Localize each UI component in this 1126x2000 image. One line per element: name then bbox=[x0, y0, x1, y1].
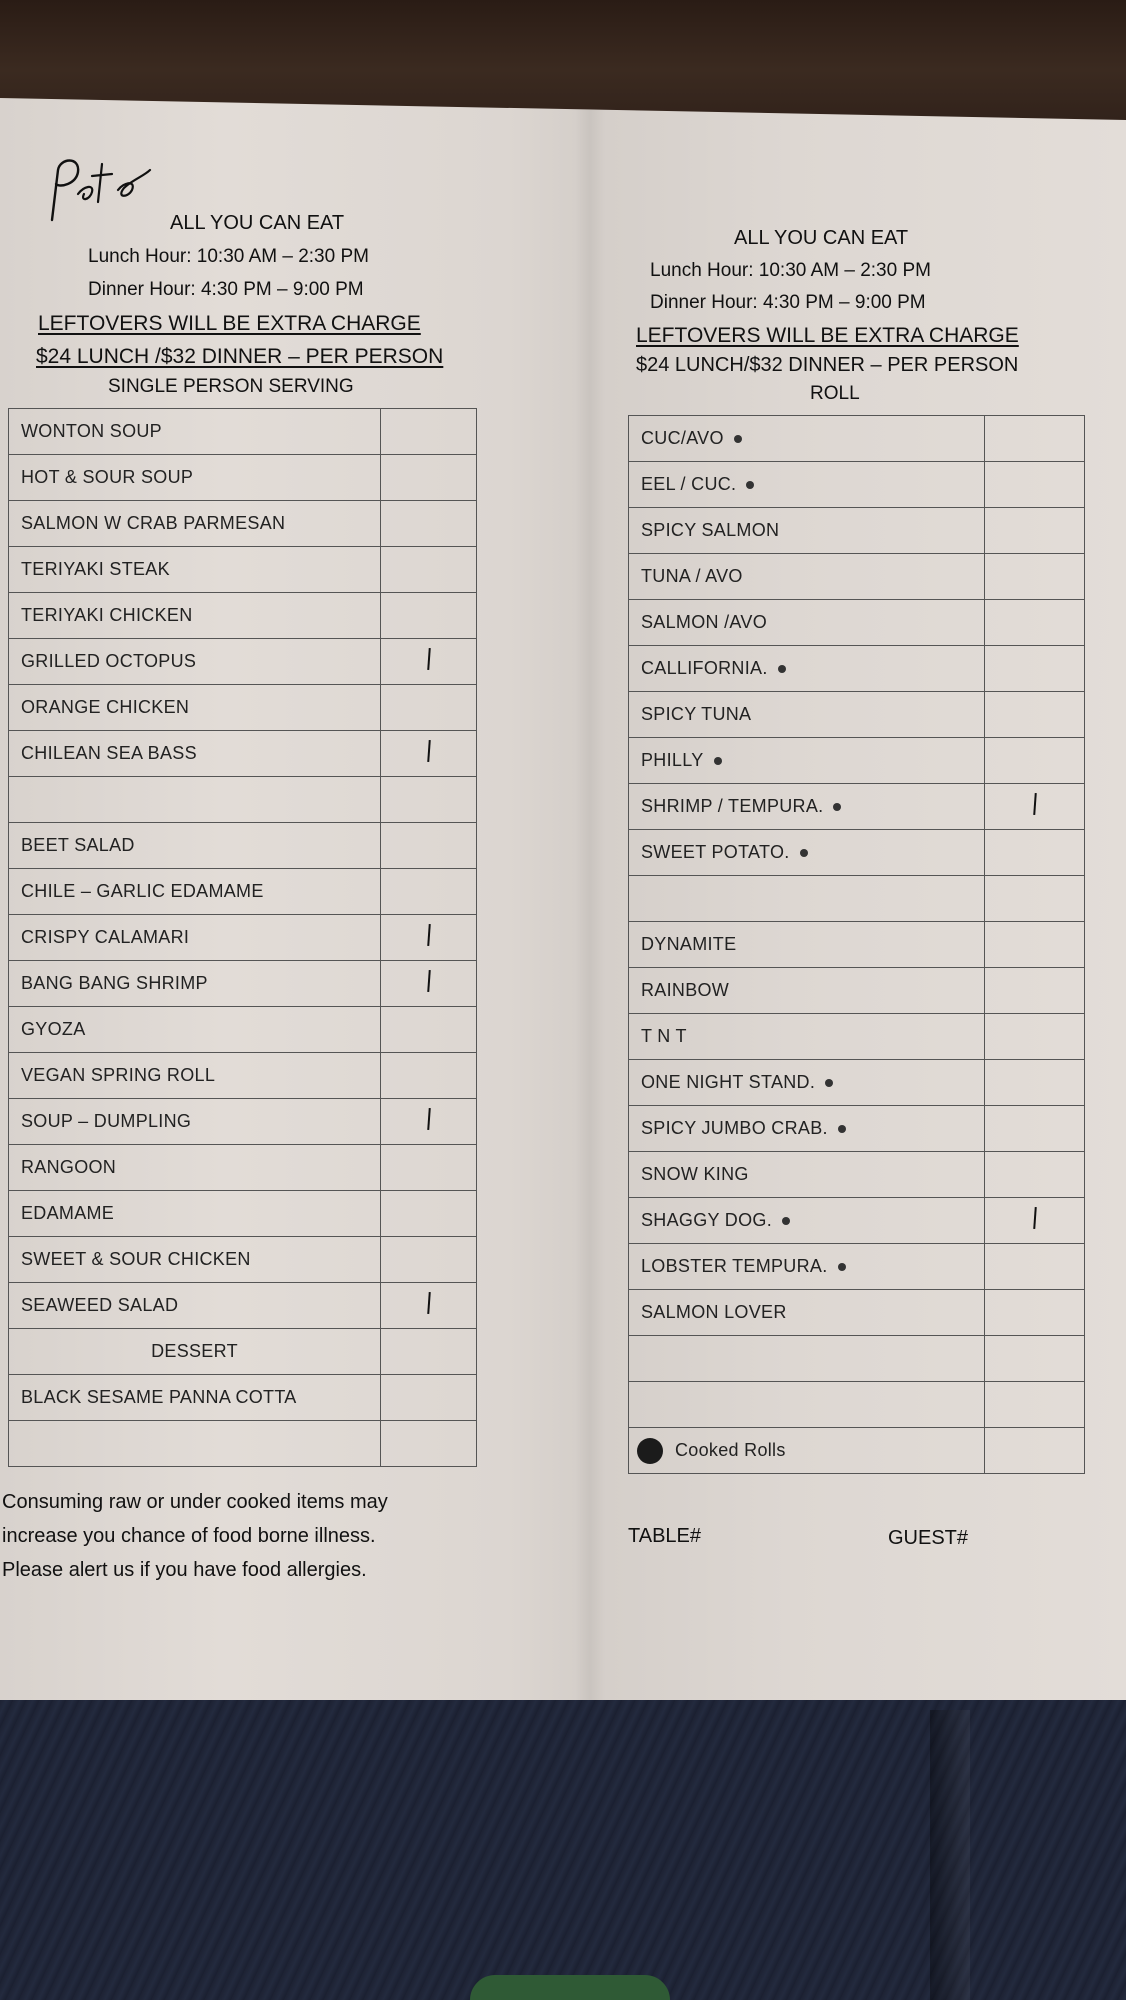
menu-row bbox=[9, 501, 477, 547]
menu-item-label: GYOZA bbox=[21, 1019, 86, 1039]
order-count-cell[interactable] bbox=[381, 1191, 477, 1237]
tally-mark bbox=[1033, 1207, 1037, 1229]
order-count-cell[interactable] bbox=[985, 876, 1085, 922]
order-count-cell[interactable] bbox=[381, 1283, 477, 1329]
item-name-cell bbox=[629, 646, 985, 692]
order-count-cell[interactable] bbox=[985, 922, 1085, 968]
menu-item-label: VEGAN SPRING ROLL bbox=[21, 1065, 216, 1085]
item-name-cell bbox=[9, 1329, 381, 1375]
green-object bbox=[470, 1975, 670, 2000]
menu-row bbox=[9, 1099, 477, 1145]
menu-row bbox=[9, 1283, 477, 1329]
order-count-cell[interactable] bbox=[985, 600, 1085, 646]
item-name-cell bbox=[629, 1198, 985, 1244]
item-name-cell bbox=[9, 1099, 381, 1145]
item-name-cell bbox=[9, 685, 381, 731]
menu-item-label: CHILE – GARLIC EDAMAME bbox=[21, 881, 264, 901]
menu-item-label: SOUP – DUMPLING bbox=[21, 1111, 192, 1131]
menu-item-label: SWEET & SOUR CHICKEN bbox=[21, 1249, 251, 1269]
order-count-cell[interactable] bbox=[985, 830, 1085, 876]
left-leftovers-notice: LEFTOVERS WILL BE EXTRA CHARGE bbox=[38, 312, 421, 335]
item-name-cell bbox=[9, 409, 381, 455]
cooked-dot-icon bbox=[782, 1217, 790, 1225]
menu-row bbox=[9, 1421, 477, 1467]
menu-row bbox=[9, 409, 477, 455]
handwritten-signature bbox=[40, 150, 170, 230]
item-name-cell bbox=[629, 600, 985, 646]
order-count-cell[interactable] bbox=[381, 639, 477, 685]
order-count-cell[interactable] bbox=[381, 685, 477, 731]
menu-row bbox=[629, 784, 1085, 830]
right-price: $24 LUNCH/$32 DINNER – PER PERSON bbox=[636, 354, 1019, 376]
menu-item-label: BANG BANG SHRIMP bbox=[21, 973, 208, 993]
menu-row bbox=[629, 1290, 1085, 1336]
paper-fold bbox=[575, 110, 605, 1710]
right-dinner-hours: Dinner Hour: 4:30 PM – 9:00 PM bbox=[650, 292, 926, 313]
menu-item-label: CALLIFORNIA. bbox=[641, 658, 768, 678]
menu-item-label: WONTON SOUP bbox=[21, 421, 162, 441]
item-name-cell bbox=[629, 508, 985, 554]
left-title: ALL YOU CAN EAT bbox=[170, 212, 345, 234]
item-name-cell bbox=[9, 639, 381, 685]
order-count-cell[interactable] bbox=[985, 1290, 1085, 1336]
table-number-label: TABLE# bbox=[628, 1525, 701, 1547]
menu-row bbox=[629, 508, 1085, 554]
order-count-cell[interactable] bbox=[381, 1375, 477, 1421]
menu-row bbox=[9, 1053, 477, 1099]
item-name-cell bbox=[629, 1014, 985, 1060]
menu-row bbox=[629, 1152, 1085, 1198]
menu-row bbox=[629, 1244, 1085, 1290]
tally-mark bbox=[427, 1108, 431, 1130]
item-name-cell bbox=[629, 830, 985, 876]
cooked-dot-icon bbox=[800, 849, 808, 857]
order-count-cell[interactable] bbox=[985, 1382, 1085, 1428]
item-name-cell bbox=[9, 455, 381, 501]
order-count-cell[interactable] bbox=[381, 1237, 477, 1283]
order-count-cell[interactable] bbox=[381, 869, 477, 915]
order-count-cell[interactable] bbox=[985, 692, 1085, 738]
order-count-cell[interactable] bbox=[381, 731, 477, 777]
item-name-cell bbox=[9, 1191, 381, 1237]
legend-label: Cooked Rolls bbox=[675, 1439, 786, 1460]
item-name-cell bbox=[9, 869, 381, 915]
order-count-cell[interactable] bbox=[985, 646, 1085, 692]
item-name-cell bbox=[9, 1283, 381, 1329]
menu-item-label: SHRIMP / TEMPURA. bbox=[641, 796, 824, 816]
item-name-cell bbox=[9, 823, 381, 869]
tally-mark bbox=[427, 648, 431, 670]
menu-item-label: CUC/AVO bbox=[641, 428, 724, 448]
menu-item-label: SPICY TUNA bbox=[641, 704, 752, 724]
item-name-cell bbox=[9, 501, 381, 547]
menu-item-label: TERIYAKI CHICKEN bbox=[21, 605, 193, 625]
menu-item-label: SWEET POTATO. bbox=[641, 842, 790, 862]
order-count-cell[interactable] bbox=[381, 1053, 477, 1099]
tally-mark bbox=[427, 740, 431, 762]
item-name-cell bbox=[629, 1152, 985, 1198]
left-dinner-hours: Dinner Hour: 4:30 PM – 9:00 PM bbox=[88, 279, 364, 300]
menu-row bbox=[9, 455, 477, 501]
menu-row bbox=[9, 1145, 477, 1191]
order-count-cell[interactable] bbox=[985, 1060, 1085, 1106]
menu-row bbox=[629, 1106, 1085, 1152]
menu-item-label: PHILLY bbox=[641, 750, 704, 770]
menu-row bbox=[9, 961, 477, 1007]
menu-item-label: HOT & SOUR SOUP bbox=[21, 467, 194, 487]
left-section-title: SINGLE PERSON SERVING bbox=[108, 376, 354, 397]
cooked-roll-dot-icon bbox=[637, 1438, 663, 1464]
tally-mark bbox=[427, 1292, 431, 1314]
menu-item-label: LOBSTER TEMPURA. bbox=[641, 1256, 828, 1276]
menu-row bbox=[629, 968, 1085, 1014]
menu-row bbox=[629, 738, 1085, 784]
menu-row bbox=[9, 731, 477, 777]
order-count-cell[interactable] bbox=[381, 777, 477, 823]
footnote-line: Please alert us if you have food allergies. bbox=[2, 1559, 367, 1581]
menu-row bbox=[629, 1060, 1085, 1106]
cooked-dot-icon bbox=[778, 665, 786, 673]
food-safety-notice bbox=[2, 1485, 388, 1587]
menu-item-label: ORANGE CHICKEN bbox=[21, 697, 190, 717]
menu-row bbox=[629, 416, 1085, 462]
menu-item-label: ONE NIGHT STAND. bbox=[641, 1072, 816, 1092]
single-serving-table bbox=[8, 408, 477, 1467]
item-name-cell bbox=[9, 915, 381, 961]
item-name-cell bbox=[9, 1375, 381, 1421]
menu-item-label: BLACK SESAME PANNA COTTA bbox=[21, 1387, 297, 1407]
menu-item-label: SPICY SALMON bbox=[641, 520, 780, 540]
menu-row bbox=[629, 1336, 1085, 1382]
cooked-dot-icon bbox=[734, 435, 742, 443]
tally-mark bbox=[1033, 793, 1037, 815]
order-count-cell[interactable] bbox=[985, 462, 1085, 508]
left-lunch-hours: Lunch Hour: 10:30 AM – 2:30 PM bbox=[88, 246, 369, 267]
item-name-cell bbox=[9, 1237, 381, 1283]
order-count-cell[interactable] bbox=[381, 823, 477, 869]
item-name-cell bbox=[629, 876, 985, 922]
menu-row bbox=[9, 685, 477, 731]
cooked-dot-icon bbox=[838, 1125, 846, 1133]
menu-item-label: GRILLED OCTOPUS bbox=[21, 651, 197, 671]
menu-row bbox=[629, 646, 1085, 692]
menu-item-label: SALMON LOVER bbox=[641, 1302, 787, 1322]
order-count-cell[interactable] bbox=[381, 547, 477, 593]
order-count-cell[interactable] bbox=[381, 1099, 477, 1145]
item-name-cell bbox=[9, 731, 381, 777]
menu-item-label: SALMON /AVO bbox=[641, 612, 767, 632]
order-count-cell[interactable] bbox=[381, 455, 477, 501]
menu-row bbox=[9, 1007, 477, 1053]
right-title: ALL YOU CAN EAT bbox=[734, 227, 909, 249]
item-name-cell bbox=[9, 961, 381, 1007]
menu-item-label: RAINBOW bbox=[641, 980, 730, 1000]
item-name-cell bbox=[629, 738, 985, 784]
item-name-cell bbox=[629, 554, 985, 600]
right-lunch-hours: Lunch Hour: 10:30 AM – 2:30 PM bbox=[650, 260, 931, 281]
order-count-cell[interactable] bbox=[381, 1007, 477, 1053]
menu-item-label: SALMON W CRAB PARMESAN bbox=[21, 513, 286, 533]
order-count-cell[interactable] bbox=[381, 593, 477, 639]
footnote-line: increase you chance of food borne illness. bbox=[2, 1525, 376, 1547]
order-count-cell[interactable] bbox=[985, 1244, 1085, 1290]
menu-row bbox=[9, 1329, 477, 1375]
item-name-cell bbox=[629, 1290, 985, 1336]
order-count-cell[interactable] bbox=[985, 1336, 1085, 1382]
order-count-cell[interactable] bbox=[985, 554, 1085, 600]
menu-item-label: DESSERT bbox=[151, 1341, 238, 1361]
menu-row bbox=[9, 593, 477, 639]
menu-item-label: EDAMAME bbox=[21, 1203, 115, 1223]
order-count-cell[interactable] bbox=[985, 1198, 1085, 1244]
menu-row bbox=[629, 876, 1085, 922]
menu-item-label: T N T bbox=[641, 1026, 687, 1046]
order-count-cell[interactable] bbox=[985, 1106, 1085, 1152]
menu-row bbox=[629, 1014, 1085, 1060]
order-count-cell[interactable] bbox=[381, 1421, 477, 1467]
menu-row bbox=[9, 869, 477, 915]
menu-item-label: RANGOON bbox=[21, 1157, 117, 1177]
item-name-cell bbox=[9, 1007, 381, 1053]
footnote-line: Consuming raw or under cooked items may bbox=[2, 1491, 388, 1513]
tally-mark bbox=[427, 970, 431, 992]
guest-number-label: GUEST# bbox=[888, 1527, 969, 1549]
menu-row bbox=[629, 462, 1085, 508]
order-count-cell[interactable] bbox=[381, 915, 477, 961]
order-count-cell[interactable] bbox=[985, 508, 1085, 554]
item-name-cell bbox=[629, 1106, 985, 1152]
item-name-cell bbox=[9, 593, 381, 639]
cooked-dot-icon bbox=[746, 481, 754, 489]
menu-row bbox=[9, 777, 477, 823]
tally-mark bbox=[427, 924, 431, 946]
item-name-cell bbox=[629, 784, 985, 830]
menu-item-label: SPICY JUMBO CRAB. bbox=[641, 1118, 828, 1138]
menu-row bbox=[629, 692, 1085, 738]
order-count-cell[interactable] bbox=[985, 416, 1085, 462]
item-name-cell bbox=[9, 777, 381, 823]
legend-cell bbox=[629, 1428, 985, 1474]
menu-row bbox=[629, 830, 1085, 876]
menu-item-label: DYNAMITE bbox=[641, 934, 737, 954]
cooked-dot-icon bbox=[714, 757, 722, 765]
menu-item-label: TERIYAKI STEAK bbox=[21, 559, 170, 579]
order-count-cell[interactable] bbox=[985, 1014, 1085, 1060]
menu-item-label: EEL / CUC. bbox=[641, 474, 737, 494]
item-name-cell bbox=[629, 1244, 985, 1290]
order-count-cell[interactable] bbox=[985, 738, 1085, 784]
item-name-cell bbox=[629, 416, 985, 462]
legend-row bbox=[629, 1428, 1085, 1474]
menu-item-label: TUNA / AVO bbox=[641, 566, 743, 586]
menu-row bbox=[629, 554, 1085, 600]
menu-row bbox=[9, 1191, 477, 1237]
item-name-cell bbox=[629, 692, 985, 738]
item-name-cell bbox=[629, 1336, 985, 1382]
item-name-cell bbox=[629, 922, 985, 968]
left-price: $24 LUNCH /$32 DINNER – PER PERSON bbox=[36, 345, 444, 368]
cloth-fold bbox=[930, 1710, 970, 2000]
cooked-dot-icon bbox=[833, 803, 841, 811]
order-count-cell[interactable] bbox=[381, 961, 477, 1007]
item-name-cell bbox=[9, 1421, 381, 1467]
menu-item-label: BEET SALAD bbox=[21, 835, 135, 855]
order-count-cell[interactable] bbox=[985, 784, 1085, 830]
order-count-cell[interactable] bbox=[381, 501, 477, 547]
menu-row bbox=[9, 639, 477, 685]
order-count-cell[interactable] bbox=[985, 968, 1085, 1014]
item-name-cell bbox=[9, 1053, 381, 1099]
menu-item-label: SEAWEED SALAD bbox=[21, 1295, 179, 1315]
menu-item-label: SNOW KING bbox=[641, 1164, 749, 1184]
menu-row bbox=[629, 1198, 1085, 1244]
menu-row bbox=[9, 547, 477, 593]
menu-row bbox=[9, 1375, 477, 1421]
item-name-cell bbox=[629, 462, 985, 508]
item-name-cell bbox=[629, 1060, 985, 1106]
item-name-cell bbox=[629, 1382, 985, 1428]
menu-item-label: SHAGGY DOG. bbox=[641, 1210, 772, 1230]
menu-row bbox=[9, 823, 477, 869]
menu-row bbox=[629, 922, 1085, 968]
item-name-cell bbox=[9, 547, 381, 593]
legend-mark-cell bbox=[985, 1428, 1085, 1474]
item-name-cell bbox=[9, 1145, 381, 1191]
cooked-dot-icon bbox=[838, 1263, 846, 1271]
right-section-title: ROLL bbox=[810, 383, 860, 404]
roll-table bbox=[628, 415, 1085, 1474]
cooked-dot-icon bbox=[825, 1079, 833, 1087]
menu-item-label: CHILEAN SEA BASS bbox=[21, 743, 197, 763]
order-count-cell[interactable] bbox=[381, 409, 477, 455]
menu-row bbox=[629, 1382, 1085, 1428]
menu-row bbox=[9, 915, 477, 961]
menu-item-label: CRISPY CALAMARI bbox=[21, 927, 190, 947]
menu-row bbox=[9, 1237, 477, 1283]
item-name-cell bbox=[629, 968, 985, 1014]
menu-row bbox=[629, 600, 1085, 646]
order-count-cell[interactable] bbox=[985, 1152, 1085, 1198]
right-leftovers-notice: LEFTOVERS WILL BE EXTRA CHARGE bbox=[636, 324, 1019, 347]
order-count-cell[interactable] bbox=[381, 1329, 477, 1375]
order-count-cell[interactable] bbox=[381, 1145, 477, 1191]
